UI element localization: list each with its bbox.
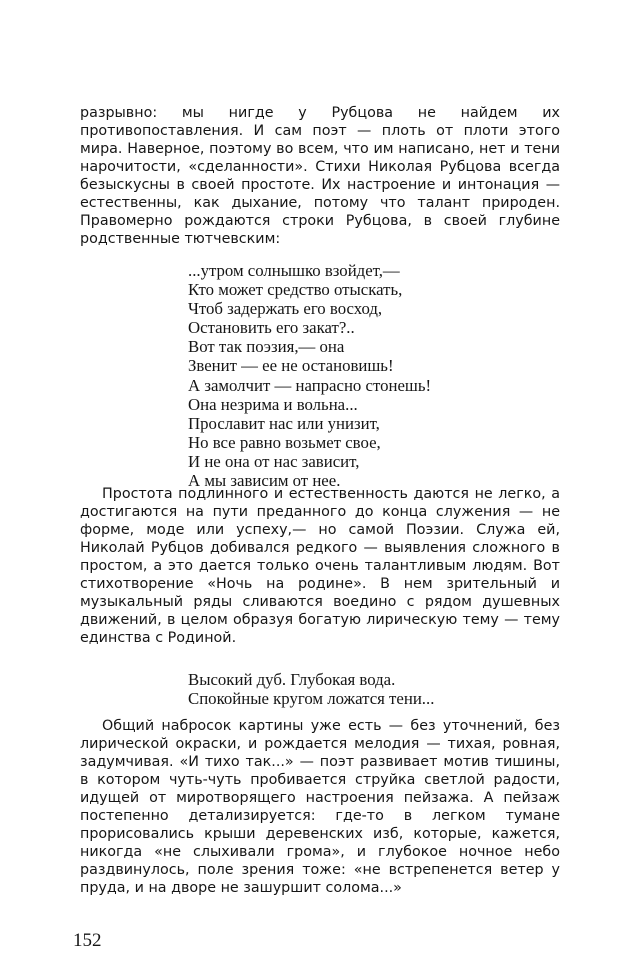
paragraph-landscape: Общий набросок картины уже есть — без уточнений, без лирической окраски, и рождается мелодия — тихая, ровная, задумчивая. «И тихо так...» — поэт развивает мотив тишины, в котором чуть-чуть пробивается струйка светлой радости, идущей от миротворящего настроения пейзажа. А пейзаж постепенно детализируется: где-то в легком тумане прорисовались крыши деревенских изб, которые, кажется, никогда «не слыхивали грома», и глубокое ночное небо раздвинулось, поле зрения тоже: «не встрепенется ветер у пруда, и на дворе не зашуршит солома...» xyxy=(80,718,560,896)
verse-line: Остановить его закат?.. xyxy=(188,318,355,338)
verse-line: Она незрима и вольна... xyxy=(188,394,358,414)
verse-line: Но все равно возьмет свое, xyxy=(188,432,381,452)
poem-excerpt-2 xyxy=(188,670,434,708)
verse-line: Звенит — ее не остановишь! xyxy=(188,356,394,376)
verse-line: Высокий дуб. Глубокая вода. xyxy=(188,670,396,689)
page-number: 152 xyxy=(73,930,102,951)
verse-line: Прославит нас или унизит, xyxy=(188,413,380,433)
verse-line: А мы зависим от нее. xyxy=(188,471,341,491)
poem-excerpt-1 xyxy=(188,261,431,490)
verse-line: Вот так поэзия,— она xyxy=(188,337,345,357)
verse-line: А замолчит — напрасно стонешь! xyxy=(188,375,432,395)
verse-line: И не она от нас зависит, xyxy=(188,451,360,471)
paragraph-simplicity: Простота подлинного и естественность даются не легко, а достигаются на пути преданного до конца служения — не форме, моде или успеху,— но самой Поэзии. Служа ей, Николай Рубцов добивался редкого — выявления сложного в простом, а это дается только очень талантливым людям. Вот стихотворение «Ночь на родине». В нем зрительный и музыкальный ряды сливаются воедино с рядом душевных движений, в целом образуя богатую лирическую тему — тему единства с Родиной. xyxy=(80,486,560,646)
verse-line: Кто может средство отыскать, xyxy=(188,280,403,300)
verse-line: ...утром солнышко взойдет,— xyxy=(188,261,400,280)
paragraph-continuation: разрывно: мы нигде у Рубцова не найдем их противопоставления. И сам поэт — плоть от плоти этого мира. Наверное, поэтому во всем, что им написано, нет и тени нарочитости, «сделанности». Стихи Николая Рубцова всегда безыскусны в своей простоте. Их настроение и интонация — естественны, как дыхание, потому что талант природен. Правомерно рождаются строки Рубцова, в своей глубине родственные тютчевским: xyxy=(80,105,560,247)
verse-line: Спокойные кругом ложатся тени... xyxy=(188,689,435,709)
verse-line: Чтоб задержать его восход, xyxy=(188,299,383,319)
